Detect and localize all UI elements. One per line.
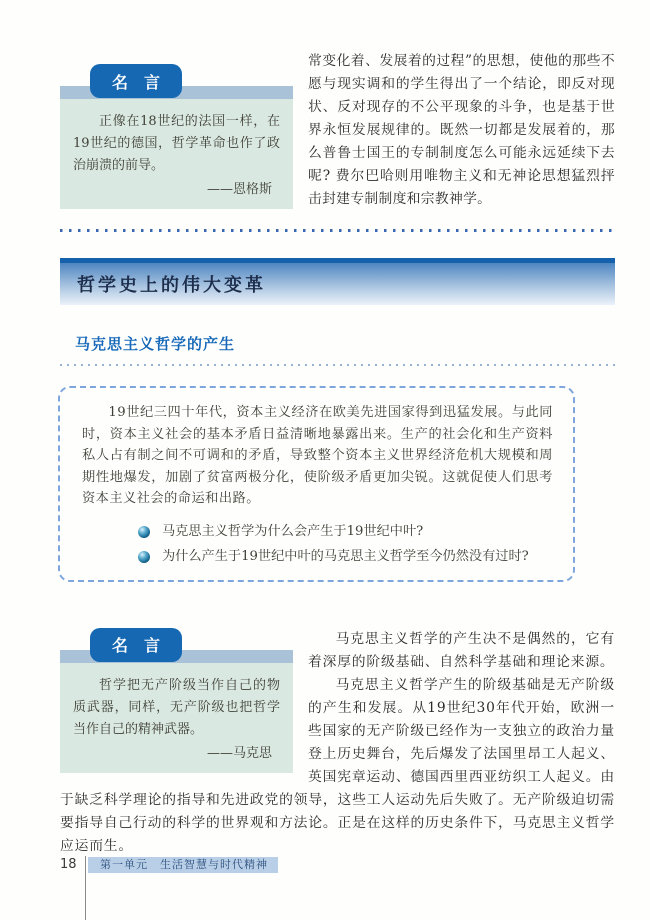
body-paragraph-1: 马克思主义哲学的产生决不是偶然的，它有着深厚的阶级基础、自然科学基础和理论来源。 [308,630,615,670]
section-banner [60,258,615,305]
quote-text: 正像在18世纪的法国一样，在19世纪的德国，哲学革命也作了政治崩溃的前导。 [73,114,280,173]
bullet-sphere-icon [138,551,150,563]
subsection-title: 马克思主义哲学的产生 [75,335,236,353]
quote-text: 哲学把无产阶级当作自己的物质武器，同样，无产阶级也把哲学当作自己的精神武器。 [73,677,280,737]
bottom-section [0,582,650,858]
quote-tab-label: 名 言 [111,72,160,92]
quote-box [60,64,293,209]
quote-box [60,628,293,773]
dotted-separator [60,229,615,232]
quote-box-body [60,663,293,773]
quote-box-top [60,48,293,211]
quote-attribution: ——马克思 [206,745,272,761]
quote-tab-label: 名 言 [111,636,160,655]
intro-paragraph: 19世纪三四十年代，资本主义经济在欧美先进国家得到迅猛发展。与此同时，资本主义社会的基本矛盾日益清晰地暴露出来。生产的社会化和生产资料私人占有制之间不可调和的矛盾，导致整个资本主义世界经济危机大规模和周期性地爆发，加剧了贫富两极分化，使阶级矛盾更加尖锐。这就促使人们思考资本主义社会的命运和出路。 [82,405,553,506]
footer-unit-bar: 第一单元 生活智慧与时代精神 [88,857,278,873]
intro-dashed-box [58,386,575,582]
section-title: 哲学史上的伟大变革 [77,275,266,296]
footer-divider-line [85,856,86,920]
body-paragraph-2: 马克思主义哲学产生的阶级基础是无产阶级的产生和发展。从19世纪30年代开始，欧洲一些国家的无产阶级已经作为一支独立的政治力量登上历史舞台，先后爆发了法国里昂工人起义、英国宪章运动、德国西里西亚纺织工人起义。由于缺乏科学理论的指导和先进政党的领导，这些工人运动先后失败了。无产阶级迫切需要指导自己行动的科学的世界观和方法论。正是在这样的历史条件下，马克思主义哲学应运而生。 [60,676,615,854]
quote-box-body [60,99,293,209]
dotted-separator-light [60,364,615,366]
footer-page-number: 18 [60,857,77,872]
top-section [0,0,650,211]
quote-tab [90,628,182,662]
question-list [82,522,553,567]
quote-box-bottom [60,628,293,776]
continuation-paragraph: 常变化着、发展着的过程”的思想，使他的那些不愿与现实调和的学生得出了一个结论，即反对现状、反对现存的不公平现象的斗争，也是基于世界永恒发展规律的。既然一切都是发展着的，那么普鲁士国王的专制制度怎么可能永远延续下去呢? 费尔巴哈则用唯物主义和无神论思想猛烈抨击封建专制制度和宗教神学。 [308,53,615,207]
question-text: 为什么产生于19世纪中叶的马克思主义哲学至今仍然没有过时? [162,548,529,564]
quote-tab [90,64,182,98]
bullet-sphere-icon [138,526,150,538]
question-text: 马克思主义哲学为什么会产生于19世纪中叶? [162,523,424,539]
quote-attribution: ——恩格斯 [206,182,272,197]
question-item [138,522,553,542]
question-item [138,547,553,567]
